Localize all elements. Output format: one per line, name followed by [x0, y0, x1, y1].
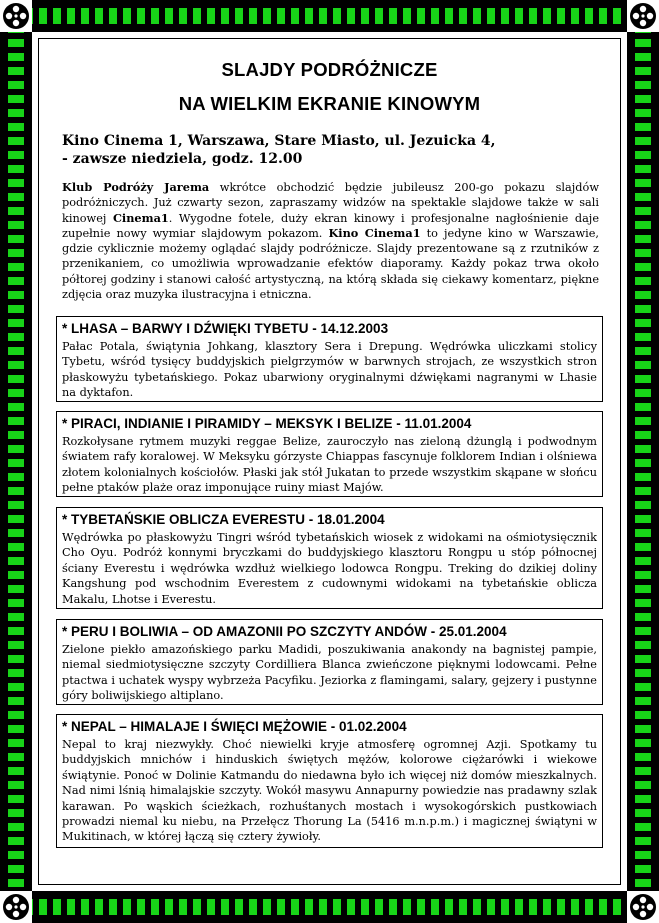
film-reel-icon	[627, 0, 659, 32]
film-strip-left	[0, 0, 32, 923]
event-description: Nepal to kraj niezwykły. Choć niewielki kryje atmosferę ogromnej Azji. Spotkamy tu buddyjskich mnichów i hinduskich świętych mężów, kolorowe ciężarówki i wiekowe świątynie. Ponoć w Dolinie Katmandu do niedawna było ich więcej niż domów mieszkalnych. Nad nimi lśnią himalajskie szczyty. Wokół masywu Annapurny powiedzie nas pradawny szlak karawan. Po wąskich ścieżkach, rozhuśtanych mostach i wysokogórskich pustkowiach prowadzi niemal ku niebu, na Przełęcz Thorung La (5416 m.n.p.m.) i magicznej świątyni w Mukitinach, w której łączą się cztery żywioły.	[62, 738, 597, 844]
club-name: Klub Podróży Jarema	[62, 180, 210, 194]
event-heading: * PIRACI, INDIANIE I PIRAMIDY – MEKSYK I BELIZE - 11.01.2004	[62, 416, 472, 431]
film-reel-icon	[627, 891, 659, 923]
intro-text-a: wkrótce obchodzić będzie jubileusz 200-go pokazu slajdów podróżniczych. Już czwarty sezon, zapraszamy widzów na spektakle slajdowe także w sali kinowej	[62, 181, 599, 225]
intro-text-c: to jedyne kino w Warszawie, gdzie cyklicznie możemy oglądać slajdy podróżnicze. Slajdy prezentowane są z rzutników z przenikaniem, co umożliwia wprowadzanie efektów diaporamy. Każdy pokaz trwa około półtorej godziny i stanowi całość artystyczną, na którą składa się ciekawy komentarz, piękne zdjęcia oraz muzyka ilustracyjna i etniczna.	[62, 226, 600, 302]
film-reel-icon	[0, 891, 32, 923]
film-strip-top	[0, 0, 659, 32]
intro-paragraph	[62, 180, 599, 302]
event-box	[56, 507, 603, 609]
cinema-full-name: Kino Cinema1	[328, 225, 421, 240]
film-reel-icon	[0, 0, 32, 32]
event-heading: * PERU I BOLIWIA – OD AMAZONII PO SZCZYTY ANDÓW - 25.01.2004	[62, 624, 507, 639]
event-box	[56, 714, 603, 848]
event-box	[56, 411, 603, 497]
event-heading: * TYBETAŃSKIE OBLICZA EVERESTU - 18.01.2004	[62, 512, 385, 527]
event-description: Pałac Potala, świątynia Johkang, klasztory Sera i Drepung. Wędrówka uliczkami stolicy Tybetu, wśród tysięcy buddyjskich pielgrzymów w barwnych strojach, ze wszystkich stron płaskowyżu tybetańskiego. Pokaz ubarwiony oryginalnymi dźwiękami nagranymi w Lhasie na dyktafon.	[62, 340, 597, 400]
page-title-line2: NA WIELKIM EKRANIE KINOWYM	[178, 93, 481, 114]
cinema-name: Cinema1	[112, 210, 169, 225]
event-heading: * NEPAL – HIMALAJE I ŚWIĘCI MĘŻOWIE - 01.02.2004	[62, 719, 407, 734]
intro-text-b: . Wygodne fotele, duży ekran kinowy i profesjonalne nagłośnienie daje zupełnie nowy wymiar slajdowym pokazom.	[62, 211, 599, 240]
venue-address: Kino Cinema 1, Warszawa, Stare Miasto, ul. Jezuicka 4,	[62, 133, 496, 149]
venue-schedule: - zawsze niedziela, godz. 12.00	[62, 151, 303, 167]
film-strip-right	[627, 0, 659, 923]
event-description: Wędrówka po płaskowyżu Tingri wśród tybetańskich wiosek z widokami na ośmiotysięcznik Cho Oyu. Podróż konnymi bryczkami do buddyjskiego klasztoru Rongpu u stóp północnej ściany Everestu i wędrówka wzdłuż wielkiego lodowca Rongpu. Treking do dzikiej doliny Kangshung pod wschodnim Everestem z cudownymi widokami na tybetańskie oblicza Makalu, Lhotse i Everestu.	[62, 531, 597, 606]
page-title-line1: SLAJDY PODRÓŻNICZE	[221, 59, 438, 80]
event-description: Rozkołysane rytmem muzyki reggae Belize, zauroczyło nas zieloną dżunglą i podwodnym światem rafy koralowej. W Meksyku górzyste Chiappas fascynuje folklorem Indian i olśniewa złotem kolonialnych kościołów. Płaski jak stół Jukatan to przede wszystkim skąpane w słońcu pełne ptaków plaże oraz imponujące ruiny miast Majów.	[62, 435, 597, 495]
event-heading: * LHASA – BARWY I DŹWIĘKI TYBETU - 14.12.2003	[62, 321, 389, 336]
event-box	[56, 619, 603, 705]
venue-info	[62, 132, 602, 168]
film-strip-bottom	[0, 891, 659, 923]
event-description: Zielone piekło amazońskiego parku Madidi, poszukiwania anakondy na bagnistej pampie, niemal siedmiotysięczne szczyty Cordilliera Blanca zwieńczone pięknymi lodowcami. Pełne ptactwa i uchatek wyspy wybrzeża Pacyfiku. Jeziorka z flamingami, salary, gejzery i pustynne góry boliwijskiego altiplano.	[62, 643, 597, 703]
event-box	[56, 316, 603, 402]
